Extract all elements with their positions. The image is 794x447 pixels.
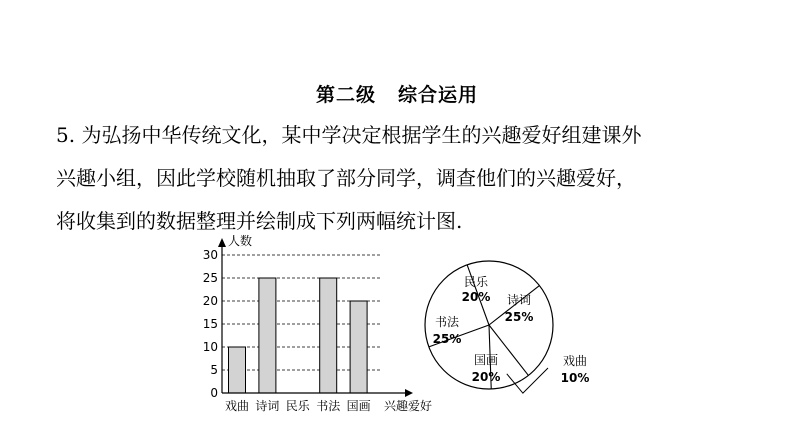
x-tick-label: 戏曲 [224, 399, 250, 413]
y-tick-label: 25 [202, 271, 218, 285]
pie-slice-label: 诗词 [506, 293, 532, 307]
y-axis-label: 人数 [228, 234, 253, 248]
problem-line: 兴趣小组，因此学校随机抽取了部分同学，调查他们的兴趣爱好， [56, 166, 636, 190]
y-tick-label: 10 [202, 340, 218, 354]
pie-slice-percent: 25% [504, 310, 534, 324]
pie-slice-label: 戏曲 [562, 354, 588, 368]
y-axis-arrow [218, 238, 226, 247]
pie-slice-percent: 20% [471, 370, 501, 384]
y-tick-label: 20 [202, 294, 218, 308]
y-tick-label: 30 [202, 248, 218, 262]
x-axis-arrow [405, 389, 413, 397]
y-tick-label: 0 [210, 386, 218, 400]
pie-slice-label: 民乐 [463, 275, 489, 289]
pie-slice-percent: 10% [560, 371, 590, 385]
y-tick-labels [203, 248, 218, 400]
pie-leader-line [507, 368, 548, 393]
bar-chart [203, 233, 432, 413]
y-tick-label: 15 [202, 317, 218, 331]
section-level: 第二级 [315, 84, 376, 106]
pie-slice-label: 国画 [473, 353, 499, 367]
x-axis-label: 兴趣爱好 [383, 399, 433, 413]
y-tick-label: 5 [210, 363, 218, 377]
bar-2 [259, 278, 276, 393]
bar-4 [320, 278, 337, 393]
pie-slice-percent: 20% [461, 290, 491, 304]
bar-1 [229, 347, 246, 393]
x-tick-label: 书法 [316, 399, 341, 413]
pie-chart [425, 261, 589, 393]
bar-5 [350, 301, 367, 393]
pie-slice-percent: 25% [432, 332, 462, 346]
problem-line: 5. 为弘扬中华传统文化，某中学决定根据学生的兴趣爱好组建课外 [56, 123, 642, 147]
pie-slice-boundary [489, 325, 528, 375]
x-tick-labels [225, 398, 371, 413]
bar-chart-bars [229, 278, 368, 393]
section-topic: 综合运用 [398, 84, 479, 106]
x-tick-label: 民乐 [285, 399, 310, 413]
x-tick-label: 国画 [346, 399, 371, 413]
x-tick-label: 诗词 [255, 399, 280, 413]
pie-labels [433, 275, 590, 393]
pie-slice-label: 书法 [434, 315, 460, 329]
problem-line: 将收集到的数据整理并绘制成下列两幅统计图. [56, 209, 463, 233]
